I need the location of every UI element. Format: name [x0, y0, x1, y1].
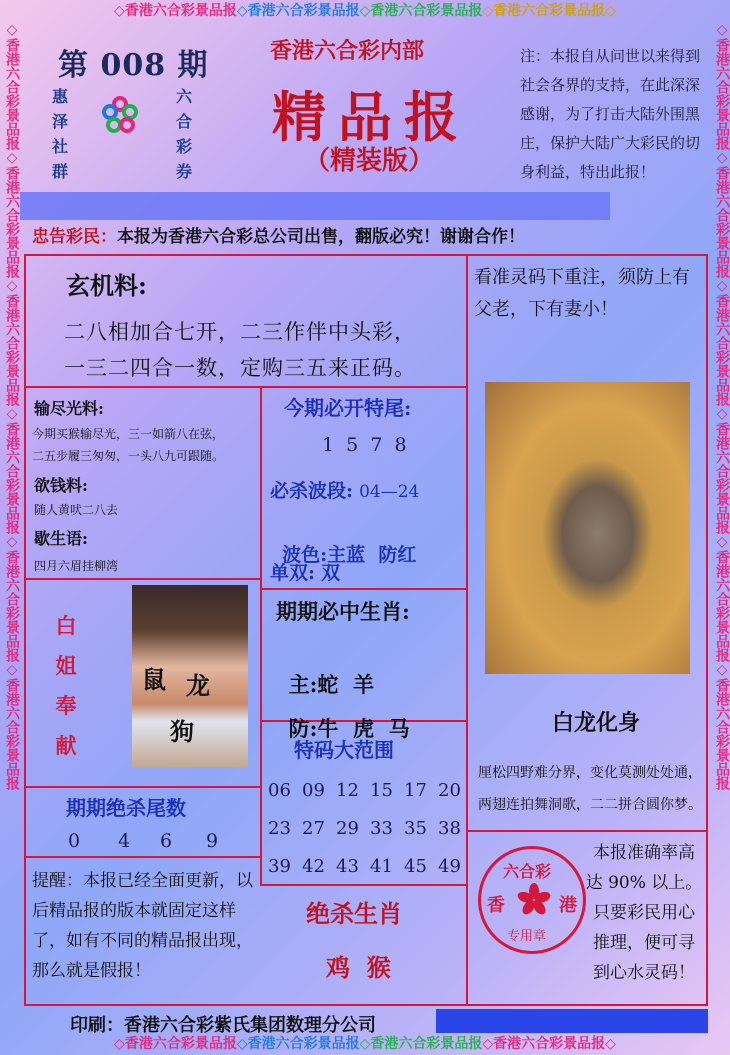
dragon-line: 厘松四野难分界，变化莫测处处通，: [478, 765, 702, 781]
lottery-logo-icon: [100, 95, 140, 135]
border-segment: ◇香港六合彩景品报: [359, 1036, 483, 1052]
range-number: 49: [438, 856, 461, 877]
range-number: 42: [302, 856, 325, 877]
girl-zodiac-3: 狗: [170, 717, 194, 746]
paper-title: 精品报: [272, 85, 470, 149]
bauhinia-flower-icon: [517, 883, 551, 917]
kill-zodiac-title: 绝杀生肖: [306, 899, 402, 928]
range-number: 33: [370, 818, 393, 839]
money-title: 欲钱料:: [34, 476, 88, 495]
divider: [466, 254, 468, 1006]
right-top-text: 看准灵码下重注，须防上有父老，下有妻小！: [474, 267, 690, 320]
range-number: 43: [336, 856, 359, 877]
range-number: 12: [336, 780, 359, 801]
header-note: 注：本报自从问世以来得到社会各界的支持，在此深深感谢，为了打击大陆外围黑庄，保护大陆广大彩民的切身利益，特出此报！: [520, 47, 701, 181]
range-number: 29: [336, 818, 359, 839]
kill-band-label: 必杀波段:: [270, 480, 354, 502]
dragon-title: 白龙化身: [552, 710, 641, 736]
saying-title: 歇生语:: [34, 529, 88, 548]
warning-text: 本报为香港六合彩总公司出售，翻版必究！谢谢合作！: [117, 227, 525, 247]
issue-number: 第 008 期: [58, 48, 209, 83]
kill-tail-digit: 4: [118, 830, 131, 852]
divider: [24, 786, 262, 788]
divider: [466, 830, 708, 832]
slogan-char: 惠: [51, 87, 68, 106]
slogan-char: 六: [175, 87, 192, 106]
range-number: 38: [438, 818, 461, 839]
paper-version: （精装版）: [304, 146, 435, 176]
footer-color-bar: [436, 1009, 708, 1033]
range-number: 06: [268, 780, 291, 801]
range-number: 41: [370, 856, 393, 877]
kill-tail-digit: 9: [206, 830, 219, 852]
header-color-bar: [20, 192, 610, 220]
odd-even-label: 单双:: [270, 562, 316, 584]
kill-band-value: 04—24: [359, 482, 420, 502]
wave-color-label: 波色:: [282, 544, 328, 566]
range-number: 27: [302, 818, 325, 839]
kill-band-row: [270, 476, 419, 503]
slogan-char: 社: [51, 137, 68, 156]
left-vertical-slogan: [50, 84, 70, 184]
dragon-line: 两翅连拍舞洞歌，二二拼合圆你梦。: [478, 797, 702, 813]
special-tail-title: 今期必开特尾:: [284, 396, 412, 420]
wave-color-value: 主蓝 防红: [327, 544, 417, 566]
odd-even-row: [270, 558, 340, 585]
range-number: 23: [268, 818, 291, 839]
warning-line: [32, 222, 525, 247]
range-number: 35: [404, 818, 427, 839]
border-segment: ◇香港六合彩景品报: [236, 3, 360, 19]
zodiac-main-label: 主:: [288, 672, 318, 697]
special-tail-digits: 1 5 7 8: [322, 434, 407, 456]
divider: [24, 386, 468, 388]
mystery-line: 二八相加合七开，二三作伴中头彩，: [64, 320, 416, 344]
range-title: 特码大范围: [294, 738, 394, 762]
girl-char: 姐: [55, 653, 77, 678]
seal-text-bottom: 专用章: [507, 929, 547, 944]
divider: [260, 386, 262, 886]
hamster-photo: [485, 382, 690, 674]
range-number: 20: [438, 780, 461, 801]
girl-zodiac-1: 鼠: [142, 665, 166, 694]
zodiac-title: 期期必中生肖:: [276, 599, 410, 624]
divider: [24, 856, 262, 858]
left-border-text: ◇香港六合彩景品报◇香港六合彩景品报◇香港六合彩景品报◇香港六合彩景品报◇香港六合彩景品报◇香港六合彩景品报: [4, 22, 20, 790]
girl-char: 白: [55, 613, 77, 638]
odd-even-value: 双: [321, 562, 341, 584]
zodiac-guard-label: 防:: [288, 716, 318, 741]
lose-text: 二五步履三匆匆，一头八九可跟随。: [32, 449, 225, 463]
range-number: 39: [268, 856, 291, 877]
paper-subtitle: 香港六合彩内部: [270, 38, 425, 64]
border-segment: ◇香港六合彩景品报: [114, 3, 237, 19]
accuracy-line: 只要彩民用心: [593, 903, 695, 923]
girl-char: 奉: [55, 693, 77, 718]
divider: [262, 884, 468, 886]
accuracy-line: 本报准确率高: [593, 843, 695, 863]
slogan-char: 券: [175, 162, 192, 181]
lose-title: 输尽光料:: [34, 399, 104, 418]
top-border-text: [0, 0, 730, 22]
slogan-char: 彩: [175, 137, 192, 156]
border-segment: ◇香港六合彩景品报◇: [482, 3, 616, 19]
accuracy-line: 达 90% 以上。: [585, 873, 703, 893]
right-border-text: ◇香港六合彩景品报◇香港六合彩景品报◇香港六合彩景品报◇香港六合彩景品报◇香港六合彩景品报◇香港六合彩景品报: [714, 22, 730, 790]
kill-tail-digit: 0: [68, 830, 81, 852]
girl-char: 献: [55, 733, 77, 758]
slogan-char: 泽: [51, 112, 68, 131]
range-number: 45: [404, 856, 427, 877]
right-vertical-slogan: [174, 84, 194, 184]
mystery-title: 玄机料:: [66, 271, 147, 300]
slogan-char: 合: [175, 112, 192, 131]
kill-tail-title: 期期绝杀尾数: [66, 796, 186, 820]
zodiac-guard-value: 牛 虎 马: [317, 716, 410, 741]
zodiac-main-value: 蛇 羊: [317, 672, 375, 697]
official-seal: [478, 846, 586, 954]
kill-tail-digit: 6: [160, 830, 173, 852]
money-text: 随人黄吠二八去: [34, 503, 119, 517]
accuracy-line: 到心水灵码！: [593, 963, 695, 983]
slogan-char: 群: [51, 162, 68, 181]
warning-label: 忠告彩民：: [32, 227, 117, 247]
kill-zodiac-value: 鸡 猴: [326, 953, 391, 982]
girl-zodiac-2: 龙: [186, 671, 210, 700]
saying-text: 四月六眉挂柳湾: [34, 559, 119, 573]
border-segment: ◇香港六合彩景品报: [359, 3, 483, 19]
border-segment: ◇香港六合彩景品报◇: [482, 1036, 616, 1052]
accuracy-text: [584, 838, 704, 988]
mystery-line: 一三二四合一数，定购三五来正码。: [64, 356, 416, 380]
seal-text-left: 香: [487, 895, 505, 916]
girl-vertical-text: [54, 606, 78, 766]
range-number: 15: [370, 780, 393, 801]
range-number: 09: [302, 780, 325, 801]
range-number: 17: [404, 780, 427, 801]
border-segment: ◇香港六合彩景品报: [114, 1036, 237, 1052]
seal-text-top: 六合彩: [503, 862, 552, 881]
lose-text: 今期买猴输尽光，三一如箭八在弦，: [32, 427, 225, 441]
divider: [262, 588, 468, 590]
seal-text-right: 港: [559, 895, 577, 916]
printer-line: 印刷：香港六合彩紫氏集团数理分公司: [70, 1015, 376, 1036]
border-segment: ◇香港六合彩景品报: [236, 1036, 360, 1052]
reminder-text: 提醒：本报已经全面更新，以后精品报的版本就固定这样了，如有不同的精品报出现，那么就是假报！: [32, 871, 253, 981]
divider: [24, 578, 262, 580]
accuracy-line: 推理，便可寻: [593, 933, 695, 953]
